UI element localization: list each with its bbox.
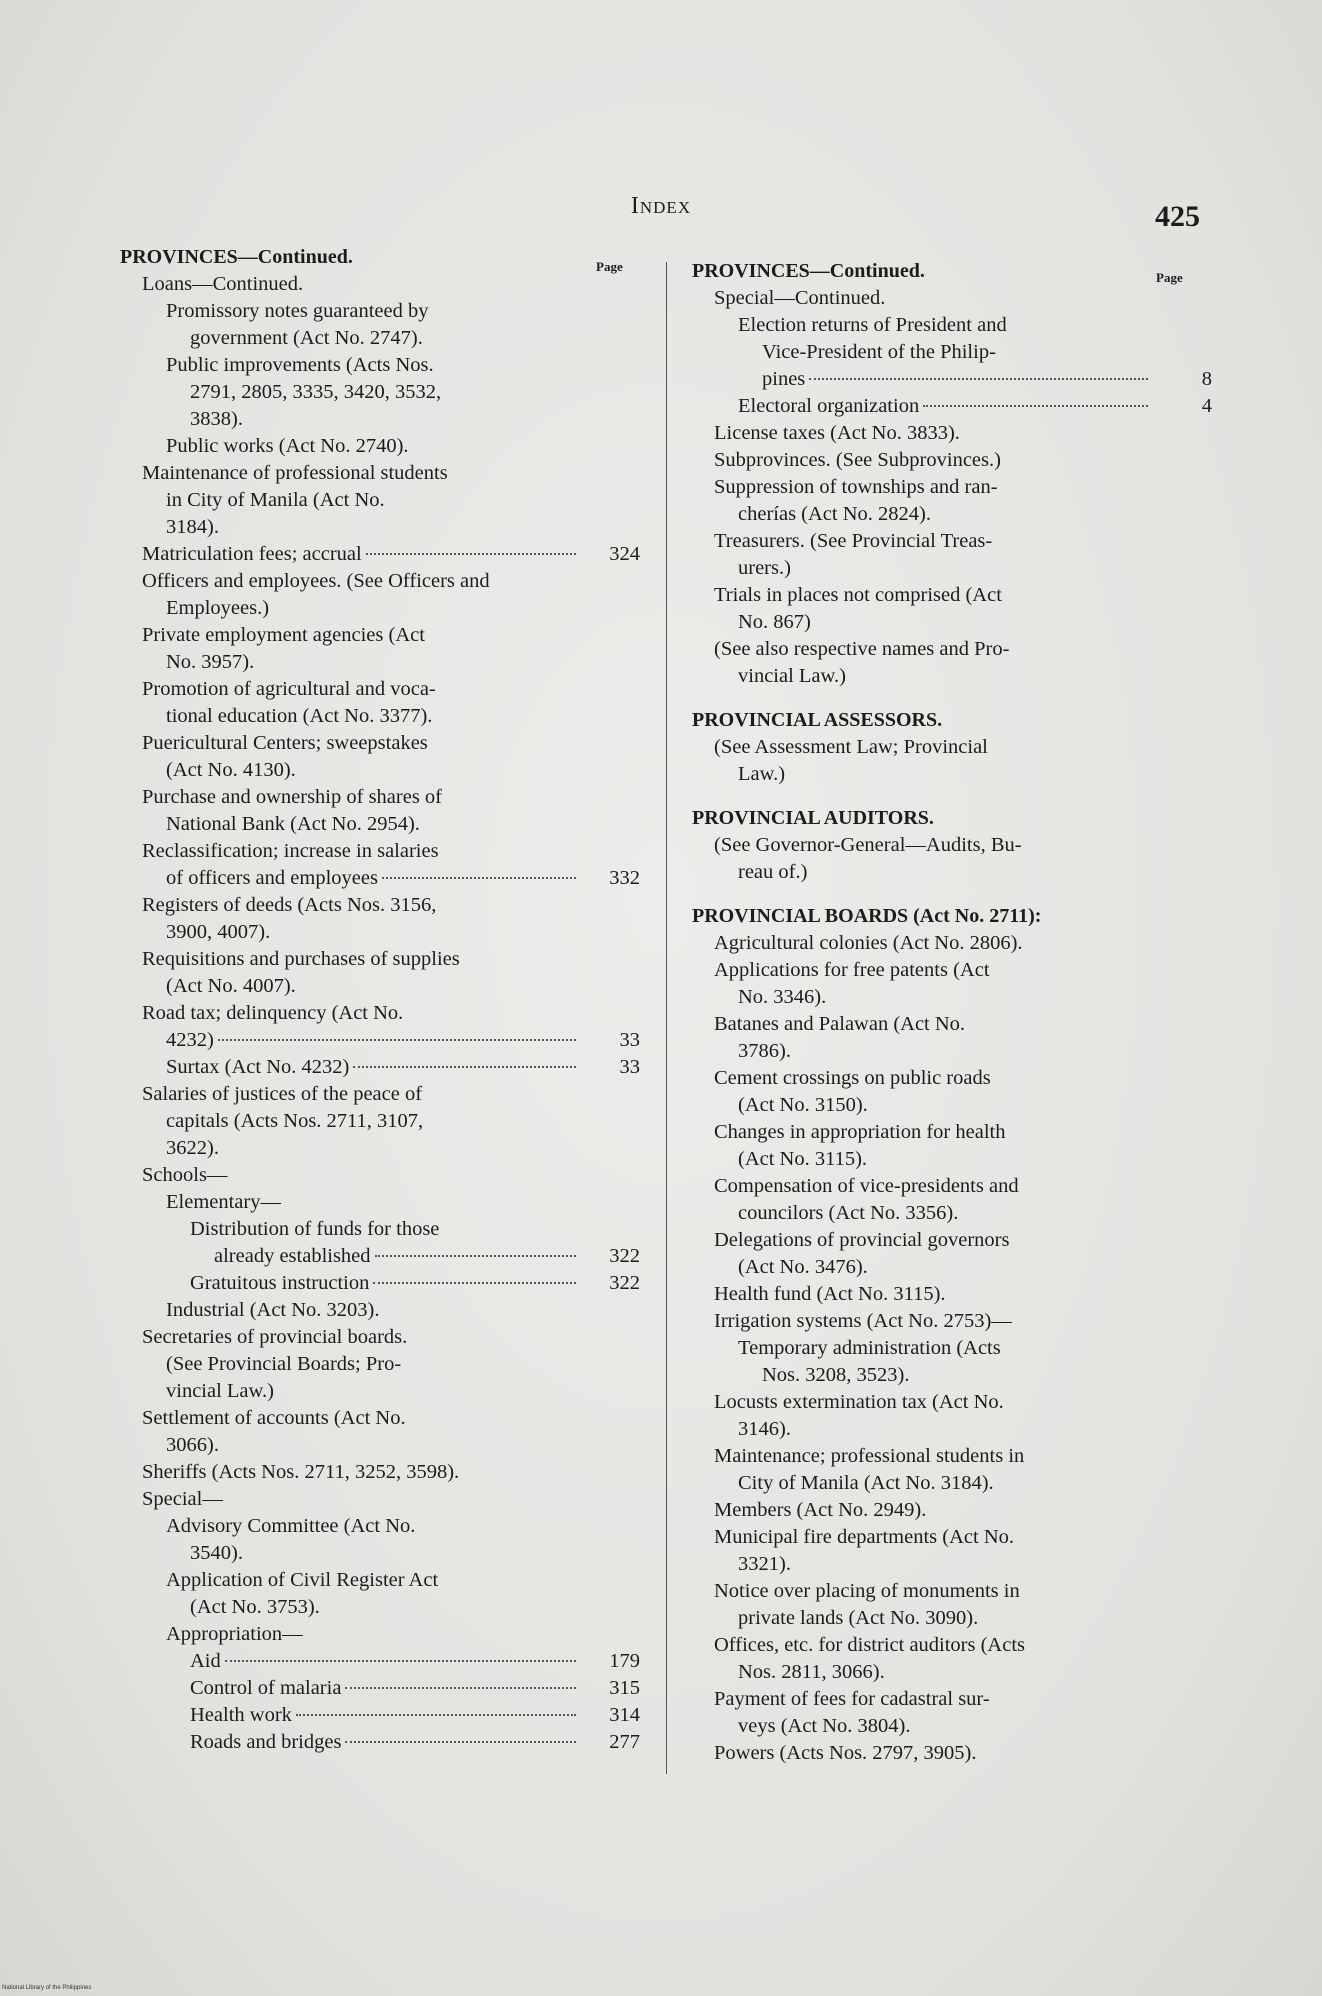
index-entry — [120, 946, 640, 973]
entry-text: cherías (Act No. 2824). — [738, 503, 931, 525]
index-entry — [692, 1173, 1212, 1200]
entry-text: Road tax; delinquency (Act No. — [142, 1002, 404, 1024]
entry-gap — [692, 788, 1212, 805]
index-entry — [120, 730, 640, 757]
entry-text: Treasurers. (See Provincial Treas- — [714, 530, 993, 552]
entry-text: PROVINCIAL AUDITORS. — [692, 807, 934, 829]
entry-text: National Bank (Act No. 2954). — [166, 813, 420, 835]
entry-gap — [692, 886, 1212, 903]
index-entry — [692, 957, 1212, 984]
index-entry — [120, 1135, 640, 1162]
entry-text: Surtax (Act No. 4232) — [166, 1056, 350, 1078]
index-entry — [120, 487, 640, 514]
dot-leader — [345, 1687, 576, 1689]
index-entry — [692, 1200, 1212, 1227]
index-entry — [120, 379, 640, 406]
index-entry — [120, 406, 640, 433]
entry-text: Control of malaria — [190, 1677, 342, 1699]
index-entry — [120, 1405, 640, 1432]
entry-text: of officers and employees — [166, 867, 378, 889]
entry-text: Officers and employees. (See Officers and — [142, 570, 490, 592]
index-entry — [120, 1027, 640, 1054]
entry-text: 3786). — [738, 1040, 791, 1062]
entry-text: Nos. 3208, 3523). — [762, 1364, 910, 1386]
entry-text: vincial Law.) — [738, 665, 846, 687]
index-entry — [120, 676, 640, 703]
entry-text: Applications for free patents (Act — [714, 959, 990, 981]
entry-text: veys (Act No. 3804). — [738, 1715, 911, 1737]
index-entry — [120, 1189, 640, 1216]
entry-text: Maintenance; professional students in — [714, 1445, 1025, 1467]
index-entry — [692, 1740, 1212, 1767]
entry-page-number: 33 — [619, 1056, 640, 1078]
entry-text: 3321). — [738, 1553, 791, 1575]
index-entry — [692, 1119, 1212, 1146]
page-column-label-right: Page — [1156, 270, 1183, 285]
index-entry — [120, 595, 640, 622]
entry-text: 3622). — [166, 1137, 219, 1159]
entry-text: No. 3346). — [738, 986, 827, 1008]
index-entry — [120, 271, 640, 298]
entry-text: Settlement of accounts (Act No. — [142, 1407, 406, 1429]
entry-text: private lands (Act No. 3090). — [738, 1607, 979, 1629]
index-entry — [120, 1648, 640, 1675]
index-entry — [120, 1486, 640, 1513]
index-entry — [120, 1567, 640, 1594]
entry-text: (Act No. 3476). — [738, 1256, 868, 1278]
index-heading — [692, 258, 1212, 285]
entry-text: 3540). — [190, 1542, 243, 1564]
dot-leader — [375, 1255, 576, 1257]
entry-text: Promotion of agricultural and voca- — [142, 678, 436, 700]
entry-text: Delegations of provincial governors — [714, 1229, 1010, 1251]
index-entry — [692, 339, 1212, 366]
entry-text: PROVINCIAL ASSESSORS. — [692, 709, 943, 731]
index-entry — [120, 1729, 640, 1756]
dot-leader — [353, 1066, 576, 1068]
entry-text: Special— — [142, 1488, 223, 1510]
index-entry — [120, 1540, 640, 1567]
index-heading — [120, 244, 640, 271]
entry-text: Trials in places not comprised (Act — [714, 584, 1002, 606]
index-entry — [120, 892, 640, 919]
index-entry — [120, 1351, 640, 1378]
index-entry — [692, 734, 1212, 761]
entry-text: Requisitions and purchases of supplies — [142, 948, 460, 970]
entry-text: Appropriation— — [166, 1623, 303, 1645]
index-entry — [120, 433, 640, 460]
entry-text: in City of Manila (Act No. — [166, 489, 385, 511]
entry-text: Aid — [190, 1650, 221, 1672]
entry-text: Nos. 2811, 3066). — [738, 1661, 885, 1683]
entry-text: Loans—Continued. — [142, 273, 304, 295]
index-entry — [692, 1281, 1212, 1308]
index-entry — [120, 703, 640, 730]
entry-text: Promissory notes guaranteed by — [166, 300, 429, 322]
dot-leader — [373, 1282, 576, 1284]
page-column-label-left: Page — [596, 259, 623, 274]
entry-text: Gratuitous instruction — [190, 1272, 370, 1294]
entry-text: Batanes and Palawan (Act No. — [714, 1013, 966, 1035]
entry-text: Agricultural colonies (Act No. 2806). — [714, 932, 1023, 954]
entry-text: Vice-President of the Philip- — [762, 341, 996, 363]
entry-text: government (Act No. 2747). — [190, 327, 423, 349]
entry-page-number: 4 — [1201, 395, 1212, 417]
index-entry — [692, 393, 1212, 420]
index-entry — [120, 1216, 640, 1243]
dot-leader — [809, 378, 1148, 380]
index-entry — [120, 541, 640, 568]
entry-text: capitals (Acts Nos. 2711, 3107, — [166, 1110, 424, 1132]
index-entry — [120, 1054, 640, 1081]
index-entry — [692, 1065, 1212, 1092]
index-entry — [692, 1605, 1212, 1632]
entry-text: Offices, etc. for district auditors (Acts — [714, 1634, 1026, 1656]
entry-text: Registers of deeds (Acts Nos. 3156, — [142, 894, 437, 916]
index-column-right — [692, 258, 1212, 1767]
index-entry — [692, 420, 1212, 447]
index-entry — [692, 609, 1212, 636]
index-entry — [120, 1324, 640, 1351]
entry-text: Municipal fire departments (Act No. — [714, 1526, 1015, 1548]
index-entry — [692, 285, 1212, 312]
entry-page-number: 314 — [609, 1704, 640, 1726]
entry-text: Temporary administration (Acts — [738, 1337, 1001, 1359]
entry-text: Public improvements (Acts Nos. — [166, 354, 434, 376]
entry-text: Election returns of President and — [738, 314, 1007, 336]
entry-text: Puericultural Centers; sweepstakes — [142, 732, 428, 754]
entry-page-number: 322 — [609, 1272, 640, 1294]
entry-text: License taxes (Act No. 3833). — [714, 422, 960, 444]
index-entry — [692, 1443, 1212, 1470]
entry-text: councilors (Act No. 3356). — [738, 1202, 959, 1224]
index-entry — [692, 366, 1212, 393]
index-entry — [692, 832, 1212, 859]
entry-page-number: 315 — [609, 1677, 640, 1699]
entry-text: Public works (Act No. 2740). — [166, 435, 409, 457]
entry-page-number: 8 — [1201, 368, 1212, 390]
index-entry — [692, 501, 1212, 528]
index-entry — [120, 757, 640, 784]
index-entry — [120, 1162, 640, 1189]
entry-text: vincial Law.) — [166, 1380, 274, 1402]
index-entry — [120, 649, 640, 676]
entry-text: Purchase and ownership of shares of — [142, 786, 443, 808]
index-heading — [692, 707, 1212, 734]
index-entry — [692, 1551, 1212, 1578]
index-entry — [120, 811, 640, 838]
entry-text: Changes in appropriation for health — [714, 1121, 1006, 1143]
page-number: 425 — [1155, 200, 1200, 233]
index-entry — [692, 1713, 1212, 1740]
entry-text: Distribution of funds for those — [190, 1218, 440, 1240]
index-entry — [120, 1270, 640, 1297]
index-entry — [692, 1524, 1212, 1551]
entry-page-number: 332 — [609, 867, 640, 889]
index-entry — [120, 1081, 640, 1108]
dot-leader — [366, 553, 576, 555]
index-entry — [692, 859, 1212, 886]
entry-text: Application of Civil Register Act — [166, 1569, 439, 1591]
entry-text: PROVINCES—Continued. — [120, 246, 353, 268]
entry-text: Employees.) — [166, 597, 270, 619]
entry-text: Salaries of justices of the peace of — [142, 1083, 423, 1105]
entry-page-number: 33 — [619, 1029, 640, 1051]
index-entry — [120, 325, 640, 352]
entry-text: No. 3957). — [166, 651, 255, 673]
entry-text: Schools— — [142, 1164, 228, 1186]
entry-text: (Act No. 4130). — [166, 759, 296, 781]
entry-text: already established — [214, 1245, 371, 1267]
index-entry — [692, 528, 1212, 555]
entry-text: Payment of fees for cadastral sur- — [714, 1688, 990, 1710]
index-entry — [120, 973, 640, 1000]
entry-text: PROVINCIAL BOARDS (Act No. 2711): — [692, 905, 1042, 927]
entry-text: tional education (Act No. 3377). — [166, 705, 433, 727]
entry-text: Sheriffs (Acts Nos. 2711, 3252, 3598). — [142, 1461, 460, 1483]
entry-text: (See also respective names and Pro- — [714, 638, 1010, 660]
entry-text: Industrial (Act No. 3203). — [166, 1299, 380, 1321]
entry-text: urers.) — [738, 557, 791, 579]
entry-text: Subprovinces. (See Subprovinces.) — [714, 449, 1001, 471]
entry-text: Advisory Committee (Act No. — [166, 1515, 416, 1537]
index-entry — [120, 1243, 640, 1270]
index-entry — [692, 1659, 1212, 1686]
index-entry — [692, 761, 1212, 788]
index-entry — [120, 919, 640, 946]
index-entry — [692, 1308, 1212, 1335]
index-entry — [120, 298, 640, 325]
entry-text: Suppression of townships and ran- — [714, 476, 998, 498]
entry-text: Law.) — [738, 763, 786, 785]
column-divider — [666, 262, 667, 1774]
entry-text: Powers (Acts Nos. 2797, 3905). — [714, 1742, 977, 1764]
entry-text: Reclassification; increase in salaries — [142, 840, 439, 862]
entry-text: (Act No. 3150). — [738, 1094, 868, 1116]
index-entry — [120, 514, 640, 541]
index-heading — [692, 805, 1212, 832]
index-entry — [692, 1254, 1212, 1281]
index-entry — [692, 984, 1212, 1011]
index-entry — [120, 838, 640, 865]
entry-text: Matriculation fees; accrual — [142, 543, 362, 565]
index-entry — [120, 352, 640, 379]
index-entry — [120, 1459, 640, 1486]
index-entry — [120, 1621, 640, 1648]
index-entry — [692, 1632, 1212, 1659]
entry-page-number: 322 — [609, 1245, 640, 1267]
entry-page-number: 179 — [609, 1650, 640, 1672]
entry-text: Electoral organization — [738, 395, 920, 417]
index-entry — [120, 1108, 640, 1135]
entry-text: 2791, 2805, 3335, 3420, 3532, — [190, 381, 442, 403]
index-column-left — [120, 244, 640, 1756]
entry-text: Compensation of vice-presidents and — [714, 1175, 1019, 1197]
entry-text: 3184). — [166, 516, 219, 538]
entry-text: No. 867) — [738, 611, 811, 633]
index-entry — [692, 1362, 1212, 1389]
index-heading — [692, 903, 1212, 930]
index-entry — [692, 1389, 1212, 1416]
index-entry — [692, 1335, 1212, 1362]
entry-text: 4232) — [166, 1029, 214, 1051]
index-entry — [692, 1686, 1212, 1713]
index-entry — [120, 1378, 640, 1405]
dot-leader — [296, 1714, 576, 1716]
entry-text: Private employment agencies (Act — [142, 624, 425, 646]
index-entry — [692, 474, 1212, 501]
dot-leader — [345, 1741, 576, 1743]
index-entry — [120, 1594, 640, 1621]
index-entry — [692, 1227, 1212, 1254]
entry-text: Cement crossings on public roads — [714, 1067, 991, 1089]
index-entry — [692, 312, 1212, 339]
entry-text: Health fund (Act No. 3115). — [714, 1283, 946, 1305]
index-entry — [692, 555, 1212, 582]
entry-text: Health work — [190, 1704, 292, 1726]
index-entry — [120, 865, 640, 892]
entry-text: 3838). — [190, 408, 243, 430]
index-entry — [120, 1675, 640, 1702]
index-entry — [120, 1000, 640, 1027]
index-entry — [692, 1578, 1212, 1605]
index-entry — [120, 1432, 640, 1459]
entry-text: Roads and bridges — [190, 1731, 342, 1753]
entry-text: PROVINCES—Continued. — [692, 260, 925, 282]
entry-text: Special—Continued. — [714, 287, 886, 309]
entry-text: pines — [762, 368, 806, 390]
entry-text: Notice over placing of monuments in — [714, 1580, 1020, 1602]
index-entry — [692, 930, 1212, 957]
index-entry — [692, 636, 1212, 663]
entry-text: Maintenance of professional students — [142, 462, 448, 484]
footer-credit: National Library of the Philippines — [2, 1985, 92, 1991]
dot-leader — [225, 1660, 576, 1662]
page-title: Index — [630, 193, 692, 219]
entry-text: (Act No. 3753). — [190, 1596, 320, 1618]
entry-page-number: 277 — [609, 1731, 640, 1753]
dot-leader — [923, 405, 1148, 407]
entry-page-number: 324 — [609, 543, 640, 565]
entry-text: (Act No. 4007). — [166, 975, 296, 997]
index-entry — [692, 447, 1212, 474]
entry-text: City of Manila (Act No. 3184). — [738, 1472, 994, 1494]
entry-text: (See Governor-General—Audits, Bu- — [714, 834, 1022, 856]
index-entry — [692, 1038, 1212, 1065]
entry-text: reau of.) — [738, 861, 808, 883]
index-entry — [692, 1416, 1212, 1443]
index-entry — [120, 1297, 640, 1324]
index-entry — [692, 1011, 1212, 1038]
index-entry — [692, 1497, 1212, 1524]
entry-text: (See Provincial Boards; Pro- — [166, 1353, 402, 1375]
index-entry — [692, 663, 1212, 690]
index-entry — [692, 1092, 1212, 1119]
index-entry — [120, 568, 640, 595]
index-entry — [120, 784, 640, 811]
entry-text: 3900, 4007). — [166, 921, 271, 943]
entry-text: Elementary— — [166, 1191, 281, 1213]
index-entry — [120, 460, 640, 487]
index-entry — [692, 1146, 1212, 1173]
index-entry — [692, 1470, 1212, 1497]
entry-text: (See Assessment Law; Provincial — [714, 736, 988, 758]
entry-text: 3066). — [166, 1434, 219, 1456]
dot-leader — [218, 1039, 576, 1041]
index-entry — [692, 582, 1212, 609]
index-entry — [120, 1702, 640, 1729]
index-entry — [120, 622, 640, 649]
entry-text: (Act No. 3115). — [738, 1148, 868, 1170]
entry-text: Members (Act No. 2949). — [714, 1499, 927, 1521]
dot-leader — [382, 877, 576, 879]
entry-text: Secretaries of provincial boards. — [142, 1326, 408, 1348]
index-entry — [120, 1513, 640, 1540]
entry-gap — [692, 690, 1212, 707]
entry-text: Irrigation systems (Act No. 2753)— — [714, 1310, 1012, 1332]
entry-text: 3146). — [738, 1418, 791, 1440]
entry-text: Locusts extermination tax (Act No. — [714, 1391, 1004, 1413]
